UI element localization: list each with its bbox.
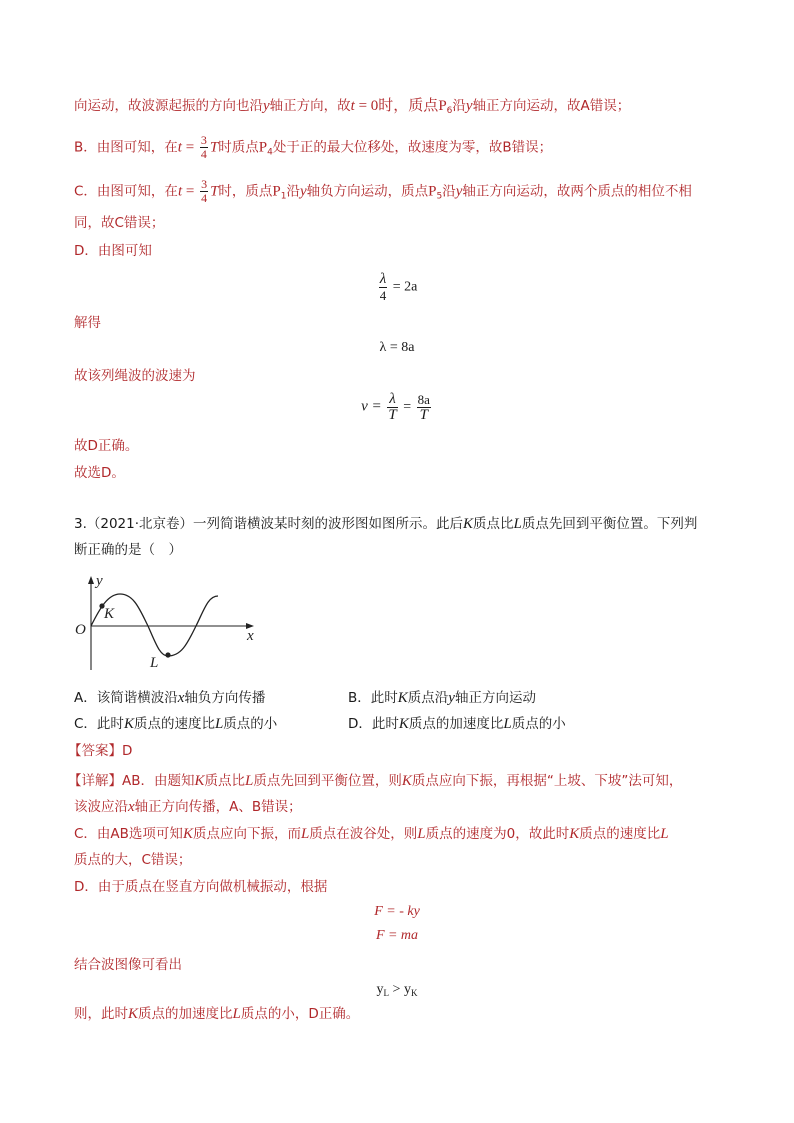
wave-curve xyxy=(91,594,218,656)
equation-wave-speed: v = $\frac{\lambda}{T}$ = $\frac{8a}{T}$ xyxy=(361,391,430,423)
y-axis-label: y xyxy=(96,573,103,589)
option-a: A．该简谐横波沿x轴负方向传播 xyxy=(74,690,266,706)
prev-line-4: 同，故C错误； xyxy=(74,215,165,231)
option-b: B．此时K质点沿y轴正方向运动 xyxy=(348,690,536,706)
wave-figure xyxy=(70,570,270,676)
detail-line-3: C．由AB选项可知K质点应向下振，而L质点在波谷处，则L质点的速度为0，故此时K质点的速度比L xyxy=(74,826,669,842)
fraction-three-quarters: $\frac{3}{4}$ xyxy=(201,177,208,205)
prev-line-8: 故D正确。 xyxy=(74,438,139,454)
detail-line-4: 质点的大，C错误； xyxy=(74,852,192,868)
equation-hooke: F = - ky xyxy=(374,904,420,919)
prev-line-9: 故选D。 xyxy=(74,465,125,481)
prev-line-6: 解得 xyxy=(74,315,101,331)
prev-line-5: D．由图可知 xyxy=(74,243,152,259)
question-stem-line-2: 断正确的是（ ） xyxy=(74,542,182,558)
x-axis-label: x xyxy=(247,628,254,644)
equation-displacement-compare: $y_L > y_K$ xyxy=(376,982,418,998)
detail-line-6: 结合波图像可看出 xyxy=(74,957,182,973)
origin-label: O xyxy=(75,622,86,638)
option-d: D．此时K质点的加速度比L质点的小 xyxy=(348,716,566,732)
detail-line-2: 该波应沿x轴正方向传播，A、B错误； xyxy=(74,799,302,815)
prev-line-7: 故该列绳波的波速为 xyxy=(74,368,196,384)
equation-lambda-8a: λ = 8a xyxy=(379,340,415,355)
y-axis-arrow xyxy=(88,576,94,584)
point-l-label: L xyxy=(150,655,159,671)
answer-line xyxy=(68,741,132,761)
prev-line-3: C．由图可知，在t = $\frac{3}{4}$ T时，质点$P_1$沿y轴负方向运动，质点$P_5$沿y轴正方向运动，故两个质点的相位不相 xyxy=(74,177,692,205)
question-stem-line-1: 3.（2021·北京卷）一列简谐横波某时刻的波形图如图所示。此后K质点比L质点先回到平衡位置。下列判 xyxy=(74,516,698,532)
detail-tag: 【详解】 xyxy=(68,773,122,789)
equation-newton: F = ma xyxy=(375,928,419,943)
answer-tag: 【答案】 xyxy=(68,743,122,759)
detail-line-7: 则，此时K质点的加速度比L质点的小，D正确。 xyxy=(74,1006,360,1022)
answer-value: D xyxy=(122,743,133,759)
detail-line-1: 【详解】AB．由题知K质点比L质点先回到平衡位置，则K质点应向下振，再根据“上坡、下坡”法可知， xyxy=(68,773,683,789)
prev-line-2: B．由图可知，在t = $\frac{3}{4}$ T时质点$P_4$处于正的最大位移处，故速度为零，故B错误； xyxy=(74,133,553,161)
point-k-label: K xyxy=(104,606,115,622)
prev-line-1: 向运动，故波源起振的方向也沿y轴正方向，故t = 0时，质点$P_6$沿y轴正方向运动，故A错误； xyxy=(74,98,631,116)
option-c: C．此时K质点的速度比L质点的小 xyxy=(74,716,278,732)
point-l-dot xyxy=(165,652,170,657)
equation-lambda-quarter: $\frac{\lambda}{4}$ = 2a xyxy=(379,271,418,303)
detail-line-5: D．由于质点在竖直方向做机械振动，根据 xyxy=(74,879,328,895)
fraction-three-quarters: $\frac{3}{4}$ xyxy=(200,133,207,161)
